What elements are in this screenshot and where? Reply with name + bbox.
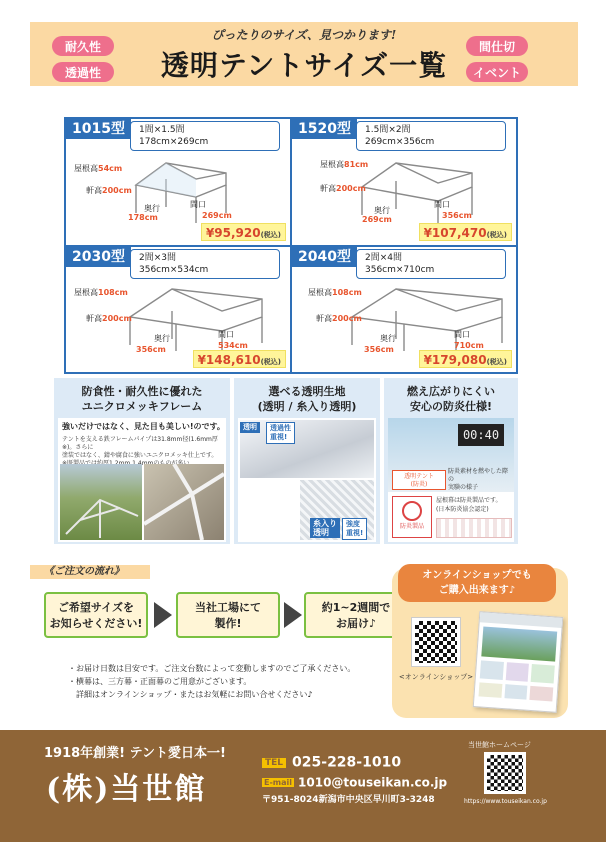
width-label: 間口 <box>218 330 234 339</box>
width-value: 534cm <box>218 341 248 350</box>
shop-bubble: オンラインショップでも ご購入出来ます♪ <box>398 564 556 602</box>
mail-address[interactable]: 1010@touseikan.co.jp <box>298 775 448 790</box>
fire-cert-labels <box>436 518 512 538</box>
shop-qr-code[interactable] <box>412 618 460 666</box>
eave-height-label: 軒高200cm <box>320 184 366 193</box>
shop-screenshot <box>473 611 563 713</box>
tent-ken: 2間×4間 <box>365 253 402 263</box>
footer-slogan: 1918年創業! テント愛日本一! <box>44 746 226 761</box>
page-title: 透明テントサイズ一覧 <box>160 49 448 82</box>
tent-card-1015 <box>66 119 290 245</box>
tent-price: ¥95,920(税込) <box>201 223 286 241</box>
homepage-qr-code[interactable] <box>484 752 526 794</box>
company-name: (株)当世館 <box>46 772 207 807</box>
fire-caption-cert: 屋根幕は防炎製品です。 (日本防炎協会認定) <box>436 497 502 513</box>
roof-height-label: 屋根高54cm <box>74 164 123 173</box>
tag-clear: 透明 <box>240 422 260 433</box>
fabric-photos <box>238 418 376 542</box>
footer <box>0 730 606 842</box>
feature-fabric <box>234 378 380 544</box>
roof-height-label: 屋根高81cm <box>320 160 369 169</box>
feature-title: 選べる透明生地 (透明 / 糸入り透明) <box>257 385 357 413</box>
tent-model: 1520型 <box>292 119 357 139</box>
fire-caption-tent: 透明テント (防炎) <box>392 470 446 490</box>
tent-dimensions <box>356 249 506 279</box>
homepage-url[interactable]: https://www.touseikan.co.jp <box>464 798 547 805</box>
depth-value: 356cm <box>136 345 166 354</box>
width-value: 710cm <box>454 341 484 350</box>
order-step-1: ご希望サイズを お知らせください! <box>44 592 148 638</box>
tag-mesh: 糸入り 透明 <box>310 518 340 538</box>
width-label: 間口 <box>454 330 470 339</box>
roof-height-label: 屋根高108cm <box>74 288 128 297</box>
tent-ken: 1.5間×2間 <box>365 125 411 135</box>
depth-label: 奥行 <box>380 334 396 343</box>
width-label: 間口 <box>434 200 450 209</box>
order-notes: ・お届け日数は目安です。ご注文台数によって変動しますのでご了承ください。 ・横幕は、三方幕・正面幕のご用意がございます。 詳細はオンラインショップ・またはお気軽にお問い合せください♪ <box>68 664 356 699</box>
width-label: 間口 <box>190 200 206 209</box>
depth-value: 269cm <box>362 215 392 224</box>
timer-display: 00:40 <box>458 424 504 446</box>
badge-event: イベント <box>466 62 528 82</box>
depth-value: 178cm <box>128 213 158 222</box>
badge-partition: 間仕切 <box>466 36 528 56</box>
fireproof-label-title: 防炎製品 <box>399 523 424 530</box>
feature-lead: 強いだけではなく、見た目も美しい!のです。 <box>62 422 225 431</box>
frame-photo-field <box>60 464 142 540</box>
badge-durability: 耐久性 <box>52 36 114 56</box>
feature-fireproof <box>384 378 518 544</box>
badge-transparency: 透過性 <box>52 62 114 82</box>
tent-model: 2030型 <box>66 247 131 267</box>
order-step-2: 当社工場にて 製作! <box>176 592 280 638</box>
tent-size: 178cm×269cm <box>139 137 209 147</box>
order-flow-banner: 《ご注文の流れ》 <box>30 565 150 579</box>
depth-value: 356cm <box>364 345 394 354</box>
eave-height-label: 軒高200cm <box>316 314 362 323</box>
tent-model: 1015型 <box>66 119 131 139</box>
tent-ken: 2間×3間 <box>139 253 176 263</box>
shop-qr-caption: <オンラインショップ> <box>398 673 474 681</box>
arrow-right-icon <box>284 602 302 628</box>
frame-photo-joint <box>144 464 224 540</box>
tag-mesh-note: 強度 重視! <box>342 518 367 540</box>
tent-dimensions <box>130 121 280 151</box>
online-shop-panel <box>392 568 568 718</box>
width-value: 356cm <box>442 211 472 220</box>
tent-dimensions <box>356 121 506 151</box>
feature-text: テントを支える鉄フレームパイプは31.8mm径(1.6mm厚※)。さらに 塗装ではなく、錆や腐食に強いユニクロメッキ仕上です。 <box>62 436 218 459</box>
feature-title: 防食性・耐久性に優れた ユニクロメッキフレーム <box>81 385 203 413</box>
header-band <box>30 22 578 86</box>
eave-height-label: 軒高200cm <box>86 186 132 195</box>
footer-mail <box>262 772 447 791</box>
depth-label: 奥行 <box>144 204 160 213</box>
tent-size: 356cm×710cm <box>365 265 435 275</box>
fabric-photo-clear <box>240 420 374 478</box>
tent-ken: 1間×1.5間 <box>139 125 185 135</box>
tag-clear-note: 透過性 重視! <box>266 422 295 444</box>
feature-frame <box>54 378 230 544</box>
tent-model: 2040型 <box>292 247 357 267</box>
tent-price: ¥148,610(税込) <box>193 350 286 368</box>
roof-height-label: 屋根高108cm <box>308 288 362 297</box>
feature-body <box>58 418 226 542</box>
tent-card-1520 <box>292 119 516 245</box>
order-step-3: 約1~2週間で お届け♪ <box>304 592 408 638</box>
tent-size-grid <box>64 117 518 374</box>
fireproof-label-icon <box>392 496 432 538</box>
footer-address: 〒951-8024新潟市中央区早川町3-3248 <box>262 795 435 805</box>
tent-dimensions <box>130 249 280 279</box>
eave-height-label: 軒高200cm <box>86 314 132 323</box>
arrow-right-icon <box>154 602 172 628</box>
tent-card-2040 <box>292 247 516 372</box>
tent-price: ¥179,080(税込) <box>419 350 512 368</box>
mail-label: E-mail <box>264 778 293 787</box>
tagline: ぴったりのサイズ、見つかります! <box>211 28 397 42</box>
tel-number[interactable]: 025-228-1010 <box>292 754 402 771</box>
feature-title: 燃え広がりにくい 安心の防炎仕様! <box>407 385 495 413</box>
footer-tel <box>262 752 401 771</box>
homepage-label: 当世館ホームページ <box>468 741 531 749</box>
fire-caption-test: 防炎素材を燃やした際の 実験の様子 <box>448 468 509 491</box>
width-value: 269cm <box>202 211 232 220</box>
tent-card-2030 <box>66 247 290 372</box>
depth-label: 奥行 <box>374 206 390 215</box>
fireproof-panel <box>388 418 514 542</box>
tent-price: ¥107,470(税込) <box>419 223 512 241</box>
tent-size: 269cm×356cm <box>365 137 435 147</box>
tel-label: TEL <box>262 758 286 768</box>
tent-size: 356cm×534cm <box>139 265 209 275</box>
depth-label: 奥行 <box>154 334 170 343</box>
